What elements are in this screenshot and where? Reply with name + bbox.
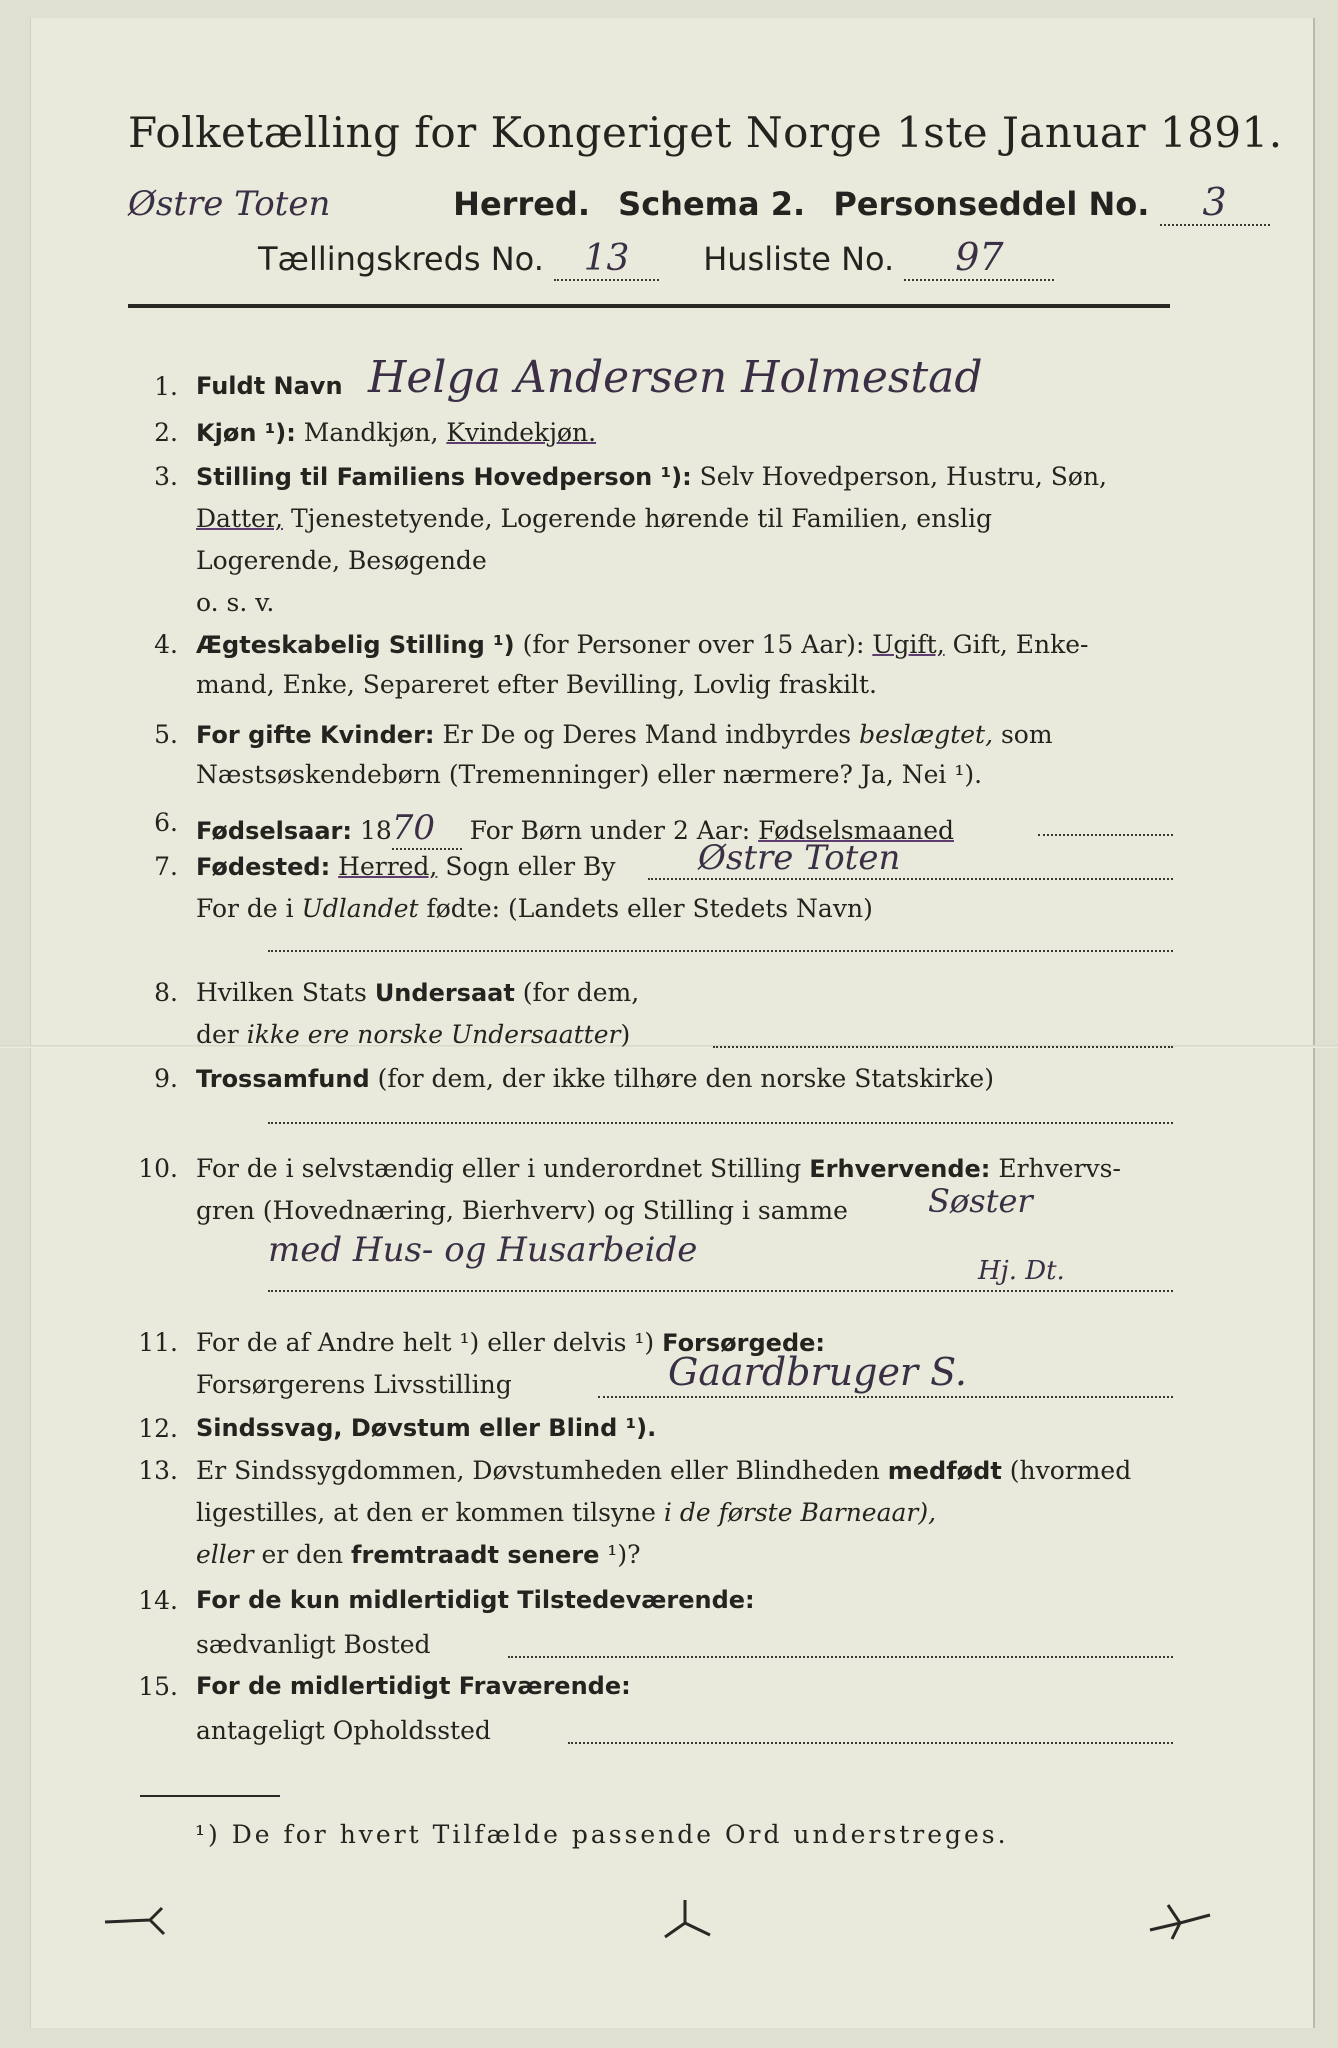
schema-label: Schema 2. [618,185,806,223]
item-7-value: Østre Toten [698,838,901,878]
item-2-selected: Kvindekjøn. [446,418,597,447]
personseddel-label: Personseddel No. [833,185,1150,223]
item-6-year-value: 70 [391,808,436,848]
item-1-value: Helga Andersen Holmestad [368,352,983,403]
husliste-value: 97 [955,235,1004,279]
husliste-label: Husliste No. [703,240,895,278]
herred-value: Østre Toten [128,184,331,224]
item-10-value-a: Søster [928,1182,1033,1220]
item-7-selected: Herred, [338,852,438,881]
footnote-rule [140,1795,280,1797]
kreds-value: 13 [583,238,630,279]
form-title: Folketælling for Kongeriget Norge 1ste Januar 1891. [128,108,1283,157]
corner-mark-left [100,1900,170,1940]
item-11-value: Gaardbruger S. [668,1350,967,1394]
item-10-value-c: Hj. Dt. [978,1256,1065,1286]
corner-mark-center [650,1895,720,1945]
herred-label: Herred. [453,185,590,223]
header-rule [128,304,1170,308]
item-3-selected: Datter, [196,504,283,533]
footnote: ¹) De for hvert Tilfælde passende Ord understreges. [195,1820,1009,1849]
corner-mark-right [1140,1895,1220,1945]
item-10-value-b: med Hus- og Husarbeide [268,1230,698,1270]
header-line-2 [128,180,1270,226]
header-line-3 [258,235,1054,281]
item-4-selected: Ugift, [872,630,945,659]
item-1-label: Fuldt Navn [196,372,343,400]
kreds-label: Tællingskreds No. [258,240,544,278]
personseddel-value: 3 [1202,180,1227,224]
